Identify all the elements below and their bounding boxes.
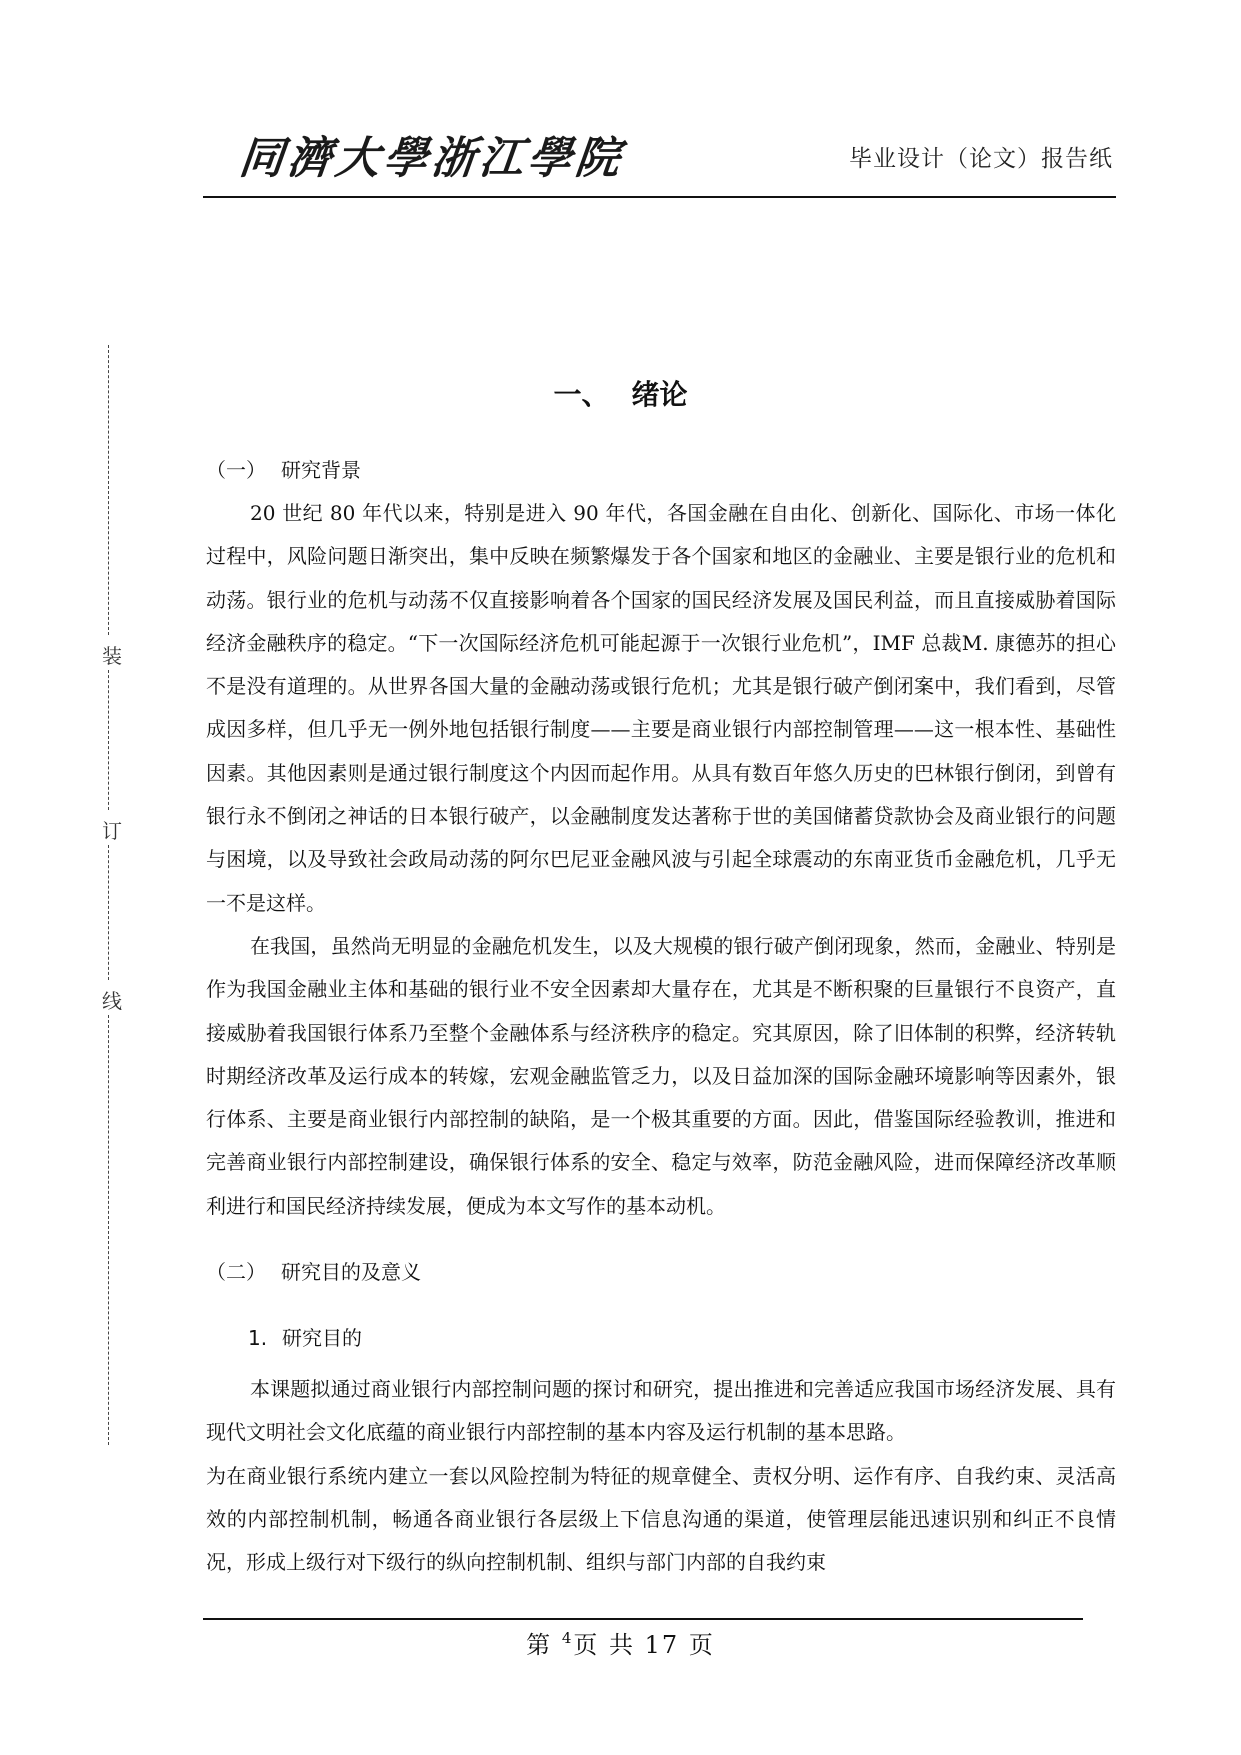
- binding-dash: [108, 845, 109, 980]
- subsection-heading: [206, 1316, 1116, 1360]
- footer-middle: 页 共: [573, 1631, 635, 1659]
- section-title: 研究背景: [281, 458, 361, 482]
- section-title: 研究目的及意义: [281, 1260, 421, 1285]
- paragraph: 为在商业银行系统内建立一套以风险控制为特征的规章健全、责权分明、运作有序、自我约束、灵活高效的内部控制机制，畅通各商业银行各层级上下信息沟通的渠道，使管理层能迅速识别和纠正不良情况，形成上级行对下级行的纵向控制机制、组织与部门内部的自我约束: [206, 1463, 1116, 1575]
- footer-suffix: 页: [688, 1631, 715, 1659]
- binding-mark-xian: 线: [102, 989, 122, 1013]
- page-number: 4: [561, 1629, 574, 1647]
- binding-dash: [108, 1015, 109, 1445]
- total-pages: 17: [644, 1631, 680, 1659]
- section-number: （二）: [206, 1260, 266, 1285]
- chapter-title: [0, 373, 1241, 413]
- section-number: （一）: [206, 458, 266, 482]
- binding-dash: [108, 670, 109, 810]
- subsection-number: 1.: [248, 1326, 268, 1351]
- binding-mark-ding: 订: [102, 819, 122, 843]
- page-footer: [0, 1625, 1241, 1660]
- report-paper-label: 毕业设计（论文）报告纸: [849, 146, 1113, 172]
- paragraph: 20 世纪 80 年代以来，特别是进入 90 年代，各国金融在自由化、创新化、国际化、市场一体化过程中，风险问题日渐突出，集中反映在频繁爆发于各个国家和地区的金融业、主要是银行业的危机和动荡。银行业的危机与动荡不仅直接影响着各个国家的国民经济发展及国民利益，而且直接威胁着国际经济金融秩序的稳定。“下一次国际经济危机可能起源于一次银行业危机”，IMF 总裁M. 康德苏的担心不是没有道理的。从世界各国大量的金融动荡或银行危机；尤其是银行破产倒闭案中，我们看到，尽管成因多样，但几乎无一例外地包括银行制度——主要是商业银行内部控制管理——这一根本性、基础性因素。其他因素则是通过银行制度这个内因而起作用。从具有数百年悠久历史的巴林银行倒闭，到曾有银行永不倒闭之神话的日本银行破产，以金融制度发达著称于世的美国储蓄贷款协会及商业银行的问题与困境，以及导致社会政局动荡的阿尔巴尼亚金融风波与引起全球震动的东南亚货币金融危机，几乎无一不是这样。: [206, 501, 1116, 915]
- paragraph: 在我国，虽然尚无明显的金融危机发生，以及大规模的银行破产倒闭现象，然而，金融业、特别是作为我国金融业主体和基础的银行业不安全因素却大量存在，尤其是不断积聚的巨量银行不良资产，直接威胁着我国银行体系乃至整个金融体系与经济秩序的稳定。究其原因，除了旧体制的积弊，经济转轨时期经济改革及运行成本的转嫁，宏观金融监管乏力，以及日益加深的国际金融环境影响等因素外，银行体系、主要是商业银行内部控制的缺陷，是一个极其重要的方面。因此，借鉴国际经验教训，推进和完善商业银行内部控制建设，确保银行体系的安全、稳定与效率，防范金融风险，进而保障经济改革顺利进行和国民经济持续发展，便成为本文写作的基本动机。: [206, 933, 1116, 1218]
- footer-prefix: 第: [526, 1631, 553, 1659]
- body-content: [206, 448, 1116, 1585]
- section-heading-purpose: [206, 1250, 1116, 1294]
- paragraph: 本课题拟通过商业银行内部控制问题的探讨和研究，提出推进和完善适应我国市场经济发展、具有现代文明社会文化底蕴的商业银行内部控制的基本内容及运行机制的基本思路。: [206, 1377, 1116, 1445]
- footer-rule: [203, 1618, 1083, 1620]
- binding-line: [102, 345, 122, 1445]
- university-logo: 同濟大學浙江學院: [236, 133, 627, 184]
- binding-mark-zhuang: 装: [102, 644, 122, 668]
- header-rule: [203, 196, 1116, 198]
- subsection-title: 研究目的: [282, 1326, 362, 1351]
- chapter-title-text: 绪论: [631, 378, 688, 411]
- section-heading-background: [206, 448, 1116, 492]
- chapter-number: 一、: [553, 378, 610, 411]
